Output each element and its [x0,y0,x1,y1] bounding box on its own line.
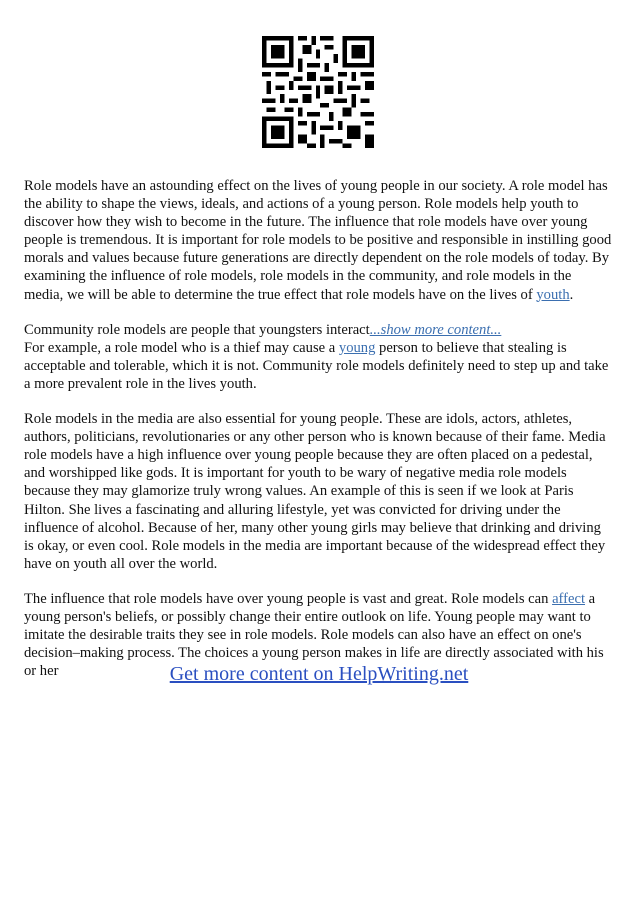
paragraph-3: For example, a role model who is a thief may cause a young person to believe that stealing is acceptable and tolerable, which it is not. Community role models definitely need to step up and take a more prevalent role in the lives youth. [24,339,609,392]
paragraph-2: Community role models are people that youngsters interact...show more content... [24,321,502,338]
qr-code [262,36,374,148]
article-body [24,177,614,697]
paragraph-4: Role models in the media are also essential for young people. These are idols, actors, athletes, authors, politicians, revolutionaries or any other person who is known because of their fame. Media role models have a high influence over young people because they are often placed on a pedestal, and worshipped like gods. It is important for youth to be wary of negative media role models because they may glamorize truly wrong values. An example of this is seen if we look at Paris Hilton. She lives a fascinating and alluring lifestyle, yet was convicted for driving under the influence of alcohol. Because of her, many other young girls may believe that drinking and driving is okay, or even cool. Role models in the media are important because of the widespread effect they have on youth all over the world. [24,411,606,572]
show-more-link[interactable]: ...show more content... [369,321,502,338]
link-youth[interactable]: youth [536,286,570,303]
qr-code-icon [262,36,374,148]
footer-helpwriting-link[interactable]: Get more content on HelpWriting.net [169,663,469,685]
link-young[interactable]: young [338,339,376,356]
paragraph-5: The influence that role models have over young people is vast and great. Role models can affect a young person's beliefs, or possibly change their entire outlook on life. Young people may want to imitate the desirable traits they see in role models. Role models can also have an effect on one's decision–making process. The choices a young person makes in life are directly associated with his or her [24,590,604,680]
paragraph-1: Role models have an astounding effect on the lives of young people in our society. A role model has the ability to shape the views, ideals, and actions of a young person. Role models help youth to discover how they wish to become in the future. The influence that role models have over young people is tremendous. It is important for role models to be positive and responsible in instilling good morals and values because future generations are directly dependent on the role models of today. By examining the influence of role models, role models in the community, and role models in the media, we will be able to determine the true effect that role models have on the lives of youth. [24,178,612,303]
link-affect[interactable]: affect [552,590,586,607]
